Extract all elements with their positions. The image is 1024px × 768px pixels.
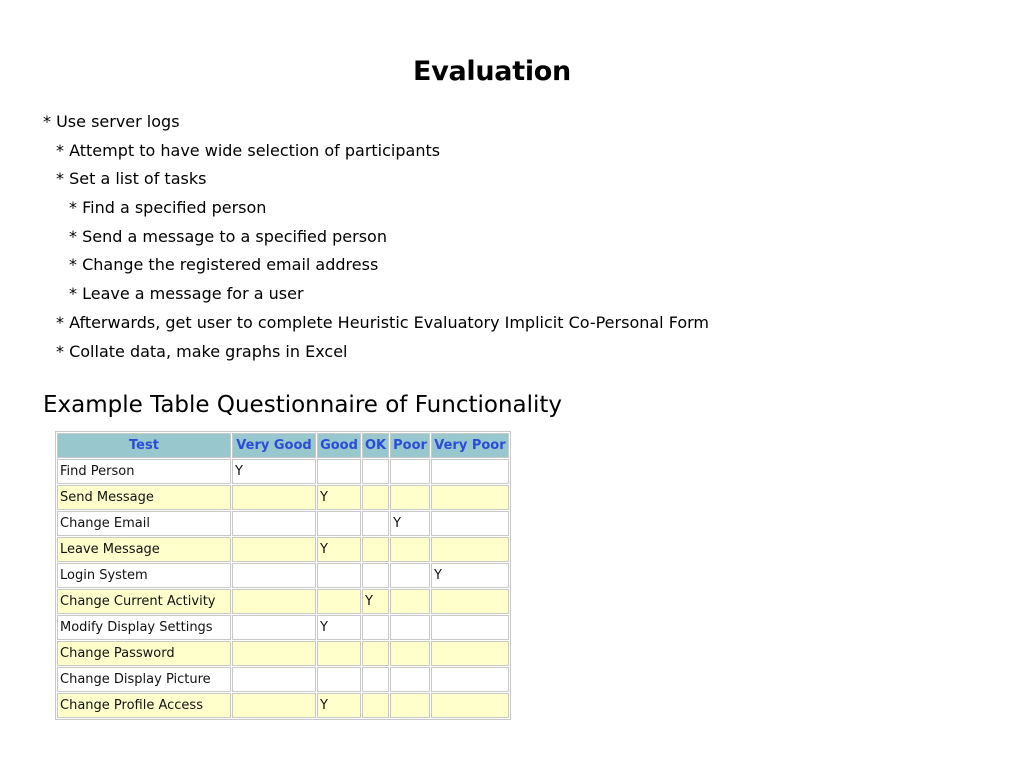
cell-test: Modify Display Settings <box>57 615 231 640</box>
table-heading: Example Table Questionnaire of Functionality <box>43 392 563 418</box>
bullet-item: * Attempt to have wide selection of participants <box>56 140 441 160</box>
bullet-list <box>43 109 709 367</box>
cell-poor: Y <box>390 511 430 536</box>
cell-very-good <box>232 615 316 640</box>
table-row <box>57 511 509 536</box>
table-header-row <box>57 433 509 458</box>
table-row <box>57 459 509 484</box>
cell-very-poor <box>431 485 509 510</box>
column-header-test: Test <box>57 433 231 458</box>
cell-very-poor <box>431 667 509 692</box>
bullet-item: * Find a specified person <box>69 198 267 218</box>
bullet-item: * Afterwards, get user to complete Heuristic Evaluatory Implicit Co-Personal Form <box>56 312 710 332</box>
cell-very-good <box>232 693 316 718</box>
cell-very-poor <box>431 511 509 536</box>
cell-test: Change Password <box>57 641 231 666</box>
table-row <box>57 693 509 718</box>
table-row <box>57 537 509 562</box>
column-header-poor: Poor <box>390 433 430 458</box>
cell-very-poor <box>431 615 509 640</box>
cell-good <box>317 667 361 692</box>
cell-good <box>317 459 361 484</box>
cell-ok <box>362 667 389 692</box>
cell-poor <box>390 563 430 588</box>
cell-ok <box>362 641 389 666</box>
cell-poor <box>390 615 430 640</box>
cell-ok <box>362 459 389 484</box>
cell-very-good <box>232 589 316 614</box>
cell-ok <box>362 511 389 536</box>
cell-poor <box>390 485 430 510</box>
cell-test: Change Current Activity <box>57 589 231 614</box>
cell-poor <box>390 459 430 484</box>
bullet-item: * Leave a message for a user <box>69 284 304 304</box>
cell-good: Y <box>317 615 361 640</box>
bullet-item: * Send a message to a specified person <box>69 226 387 246</box>
column-header-good: Good <box>317 433 361 458</box>
cell-test: Login System <box>57 563 231 588</box>
bullet-item: * Use server logs <box>43 112 180 131</box>
cell-poor <box>390 537 430 562</box>
cell-test: Change Profile Access <box>57 693 231 718</box>
column-header-very-good: Very Good <box>232 433 316 458</box>
cell-test: Leave Message <box>57 537 231 562</box>
cell-test: Send Message <box>57 485 231 510</box>
cell-very-good <box>232 537 316 562</box>
cell-good <box>317 511 361 536</box>
table-row <box>57 563 509 588</box>
cell-very-good <box>232 511 316 536</box>
cell-good <box>317 563 361 588</box>
table-row <box>57 641 509 666</box>
cell-very-good <box>232 641 316 666</box>
cell-good <box>317 589 361 614</box>
cell-very-good: Y <box>232 459 316 484</box>
cell-test: Change Email <box>57 511 231 536</box>
cell-poor <box>390 693 430 718</box>
table-row <box>57 589 509 614</box>
cell-very-good <box>232 563 316 588</box>
bullet-item: * Collate data, make graphs in Excel <box>56 341 348 361</box>
cell-very-poor <box>431 641 509 666</box>
cell-ok <box>362 485 389 510</box>
column-header-ok: OK <box>362 433 389 458</box>
cell-ok <box>362 615 389 640</box>
table-row <box>57 615 509 640</box>
cell-good: Y <box>317 485 361 510</box>
slide-title: Evaluation <box>413 56 571 87</box>
bullet-item: * Set a list of tasks <box>56 169 207 189</box>
cell-ok <box>362 563 389 588</box>
cell-good: Y <box>317 693 361 718</box>
cell-test: Find Person <box>57 459 231 484</box>
cell-ok: Y <box>362 589 389 614</box>
table-row <box>57 485 509 510</box>
cell-very-poor: Y <box>431 563 509 588</box>
cell-poor <box>390 667 430 692</box>
table-body <box>57 459 509 718</box>
questionnaire-table <box>55 431 511 720</box>
cell-good: Y <box>317 537 361 562</box>
cell-ok <box>362 537 389 562</box>
table-row <box>57 667 509 692</box>
bullet-item: * Change the registered email address <box>69 255 379 275</box>
cell-very-poor <box>431 459 509 484</box>
cell-good <box>317 641 361 666</box>
cell-very-poor <box>431 589 509 614</box>
cell-poor <box>390 589 430 614</box>
cell-very-poor <box>431 693 509 718</box>
cell-very-poor <box>431 537 509 562</box>
cell-very-good <box>232 667 316 692</box>
cell-test: Change Display Picture <box>57 667 231 692</box>
column-header-very-poor: Very Poor <box>431 433 509 458</box>
cell-ok <box>362 693 389 718</box>
cell-poor <box>390 641 430 666</box>
cell-very-good <box>232 485 316 510</box>
